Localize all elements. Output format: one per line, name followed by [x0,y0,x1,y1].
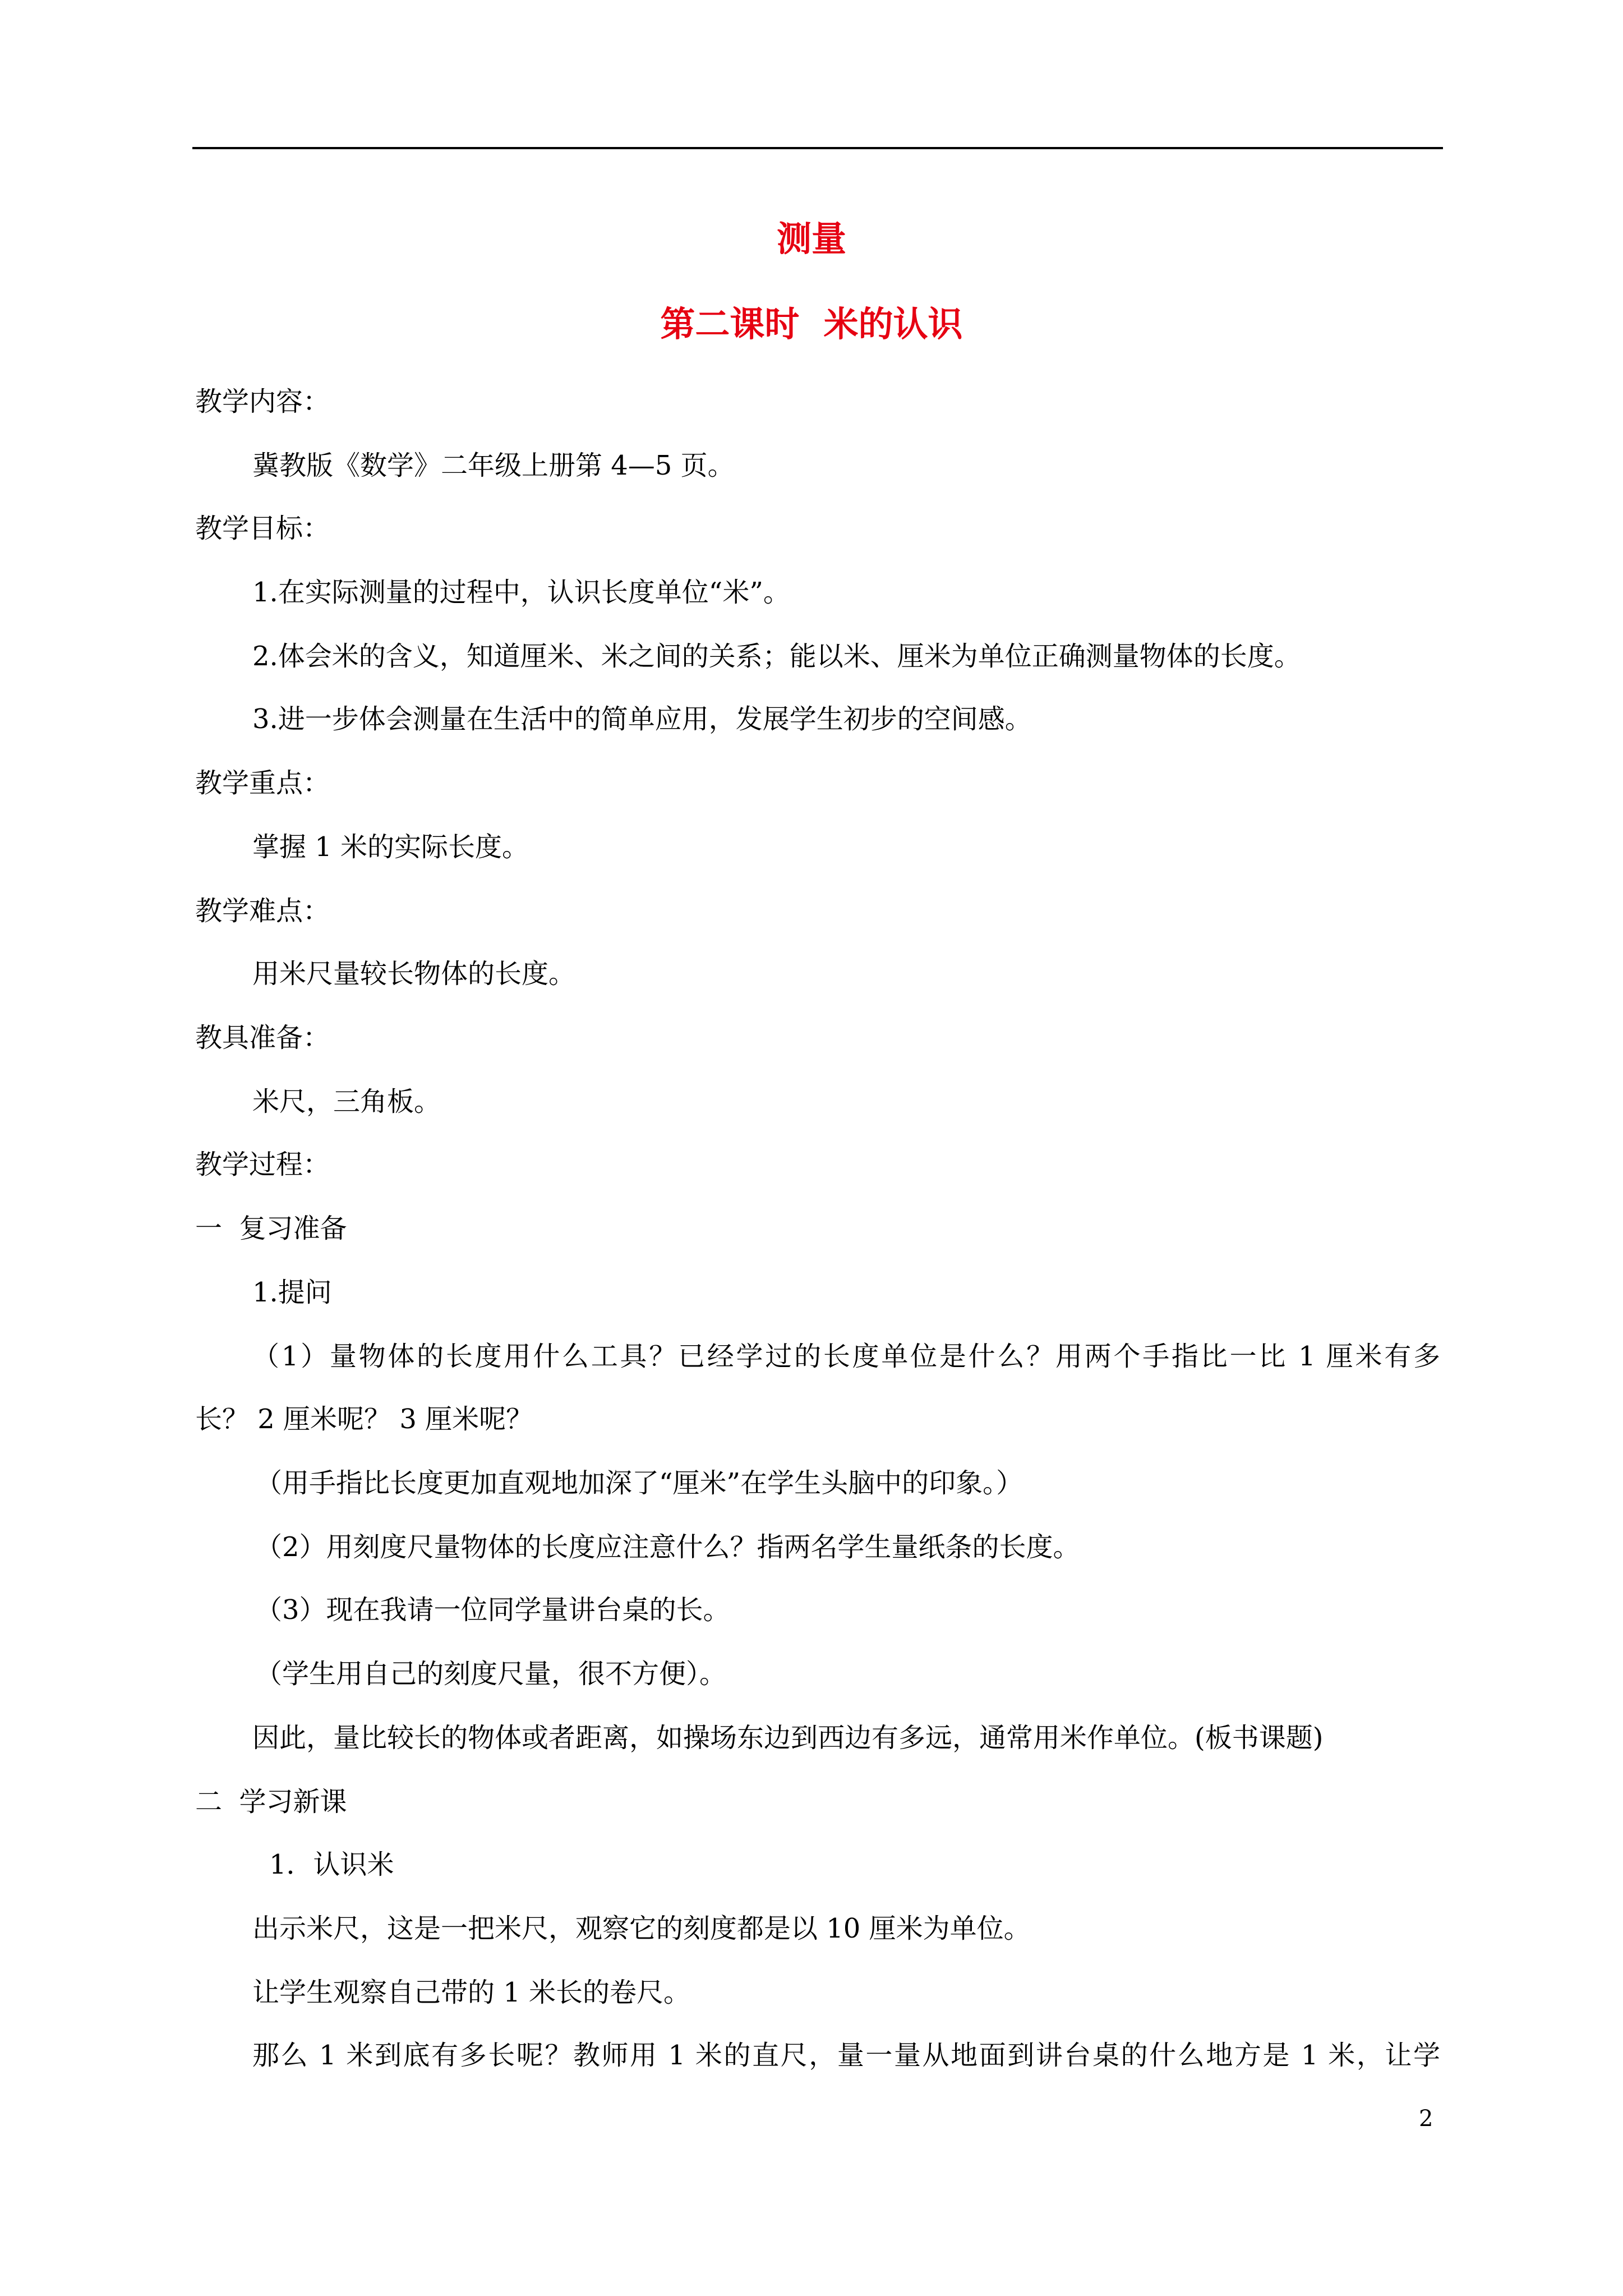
section-heading-content: 教学内容： [195,386,330,417]
paragraph-textbook-pages: 冀教版《数学》二年级上册第 4—5 页。 [252,450,735,481]
question-1-line-1: （1）量物体的长度用什么工具？已经学过的长度单位是什么？用两个手指比一比 1 厘米有多 [252,1341,1440,1372]
question-3: （3）现在我请一位同学量讲台桌的长。 [255,1594,730,1626]
lesson-subtitle: 第二课时 米的认识 [660,303,963,344]
objective-2: 2.体会米的含义，知道厘米、米之间的关系；能以米、厘米为单位正确测量物体的长度。 [252,641,1301,672]
section-heading-difficulty: 教学难点： [195,895,330,927]
page-number: 2 [1419,2106,1433,2132]
question-1-note: （用手指比长度更加直观地加深了“厘米”在学生头脑中的印象。） [255,1467,1023,1499]
document-title: 测量 [776,218,846,259]
objective-3: 3.进一步体会测量在生活中的简单应用，发展学生初步的空间感。 [252,703,1032,735]
question-3-note: （学生用自己的刻度尺量，很不方便）。 [255,1658,727,1690]
transition-paragraph: 因此，量比较长的物体或者距离，如操场东边到西边有多远，通常用米作单位。(板书课题) [252,1722,1324,1754]
difficulty-text: 用米尺量较长物体的长度。 [252,958,576,990]
question-2: （2）用刻度尺量物体的长度应注意什么？指两名学生量纸条的长度。 [255,1531,1080,1563]
tape-measure-paragraph: 让学生观察自己带的 1 米长的卷尺。 [252,1977,691,2008]
section-heading-materials: 教具准备： [195,1022,330,1053]
key-point-text: 掌握 1 米的实际长度。 [252,831,529,863]
item-questions-heading: 1.提问 [252,1277,332,1308]
part-one-heading: 一 复习准备 [195,1213,347,1244]
show-meter-ruler-paragraph: 出示米尺，这是一把米尺，观察它的刻度都是以 10 厘米为单位。 [252,1913,1031,1944]
objective-1: 1.在实际测量的过程中，认识长度单位“米”。 [252,577,790,608]
item-know-meter-heading: 1．认识米 [269,1849,394,1880]
section-heading-key-point: 教学重点： [195,767,330,799]
section-heading-process: 教学过程： [195,1149,330,1180]
part-two-heading: 二 学习新课 [195,1786,347,1818]
question-1-line-2: 长？ 2 厘米呢？ 3 厘米呢？ [195,1404,533,1435]
header-rule [192,147,1443,149]
section-heading-objectives: 教学目标： [195,513,330,544]
materials-text: 米尺，三角板。 [252,1086,441,1117]
one-meter-demo-paragraph: 那么 1 米到底有多长呢？教师用 1 米的直尺，量一量从地面到讲台桌的什么地方是 1 米，让学 [252,2040,1440,2071]
